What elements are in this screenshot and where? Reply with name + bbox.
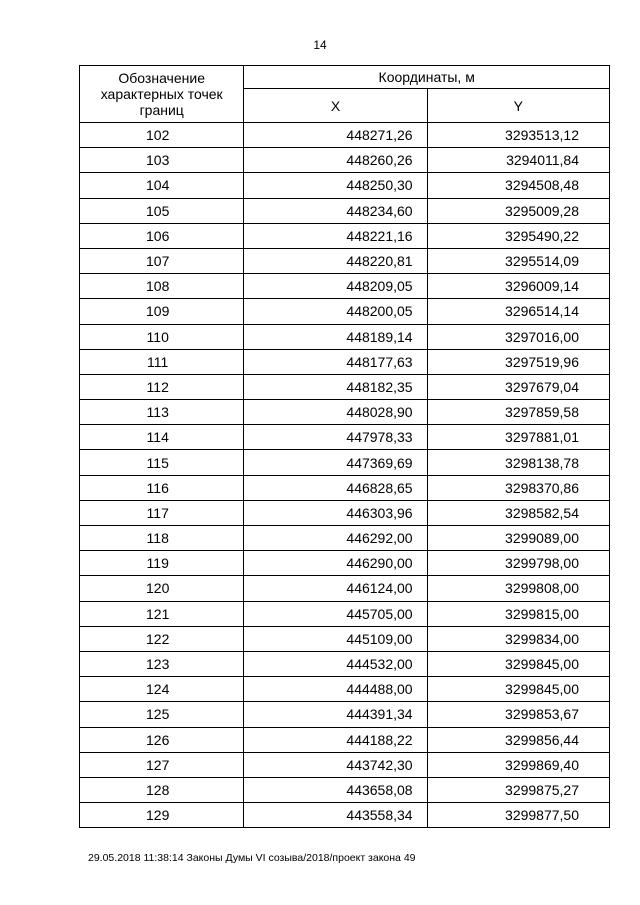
x-cell: 443558,34 [244,803,427,828]
x-cell: 448028,90 [244,400,427,425]
point-cell: 116 [80,475,244,500]
x-cell: 448271,26 [244,123,427,148]
table-row [80,727,610,752]
x-cell: 445109,00 [244,626,427,651]
x-cell: 446290,00 [244,551,427,576]
table-row [80,777,610,802]
x-cell: 448209,05 [244,274,427,299]
y-cell: 3297016,00 [427,324,609,349]
coordinates-table [79,65,610,828]
x-cell: 443658,08 [244,777,427,802]
point-cell: 127 [80,752,244,777]
table-row [80,324,610,349]
x-cell: 446828,65 [244,475,427,500]
table-row [80,677,610,702]
y-cell: 3299815,00 [427,601,609,626]
x-cell: 444391,34 [244,702,427,727]
x-cell: 443742,30 [244,752,427,777]
y-cell: 3294508,48 [427,173,609,198]
table-row [80,626,610,651]
point-cell: 115 [80,450,244,475]
table-row [80,400,610,425]
x-cell: 444532,00 [244,651,427,676]
point-cell: 117 [80,500,244,525]
y-cell: 3299853,67 [427,702,609,727]
x-cell: 447978,33 [244,425,427,450]
point-cell: 123 [80,651,244,676]
table-row [80,752,610,777]
point-cell: 110 [80,324,244,349]
x-cell: 448220,81 [244,248,427,273]
y-cell: 3297859,58 [427,400,609,425]
y-cell: 3293513,12 [427,123,609,148]
x-cell: 448221,16 [244,223,427,248]
point-cell: 103 [80,148,244,173]
x-cell: 446292,00 [244,526,427,551]
table-row [80,123,610,148]
point-cell: 129 [80,803,244,828]
point-cell: 118 [80,526,244,551]
point-cell: 102 [80,123,244,148]
x-cell: 444488,00 [244,677,427,702]
point-cell: 122 [80,626,244,651]
table-row [80,803,610,828]
header-y: Y [427,89,609,123]
x-cell: 448200,05 [244,299,427,324]
x-cell: 448177,63 [244,349,427,374]
point-cell: 108 [80,274,244,299]
point-cell: 119 [80,551,244,576]
y-cell: 3299808,00 [427,576,609,601]
x-cell: 448189,14 [244,324,427,349]
x-cell: 445705,00 [244,601,427,626]
point-cell: 126 [80,727,244,752]
y-cell: 3294011,84 [427,148,609,173]
y-cell: 3298138,78 [427,450,609,475]
table-row [80,299,610,324]
footer-stamp: 29.05.2018 11:38:14 Законы Думы VI созыва/2018/проект закона 49 [88,852,416,864]
y-cell: 3299089,00 [427,526,609,551]
point-cell: 106 [80,223,244,248]
y-cell: 3298582,54 [427,500,609,525]
table-row [80,198,610,223]
y-cell: 3295514,09 [427,248,609,273]
point-cell: 128 [80,777,244,802]
point-cell: 114 [80,425,244,450]
table-row [80,223,610,248]
y-cell: 3298370,86 [427,475,609,500]
y-cell: 3297679,04 [427,374,609,399]
table-row [80,450,610,475]
point-cell: 109 [80,299,244,324]
table-row [80,148,610,173]
y-cell: 3296009,14 [427,274,609,299]
x-cell: 448182,35 [244,374,427,399]
table-row [80,374,610,399]
y-cell: 3299856,44 [427,727,609,752]
point-cell: 125 [80,702,244,727]
x-cell: 447369,69 [244,450,427,475]
point-cell: 121 [80,601,244,626]
y-cell: 3295490,22 [427,223,609,248]
table-row [80,576,610,601]
point-cell: 105 [80,198,244,223]
y-cell: 3299869,40 [427,752,609,777]
point-cell: 113 [80,400,244,425]
x-cell: 444188,22 [244,727,427,752]
point-cell: 120 [80,576,244,601]
header-x: X [244,89,427,123]
table-row [80,248,610,273]
x-cell: 448250,30 [244,173,427,198]
table-row [80,651,610,676]
y-cell: 3299877,50 [427,803,609,828]
point-cell: 107 [80,248,244,273]
table-row [80,601,610,626]
table-row [80,274,610,299]
table-row [80,173,610,198]
y-cell: 3299845,00 [427,651,609,676]
header-coordinates: Координаты, м [244,66,610,89]
table-row [80,349,610,374]
y-cell: 3299875,27 [427,777,609,802]
y-cell: 3296514,14 [427,299,609,324]
table-header [80,66,610,123]
y-cell: 3299834,00 [427,626,609,651]
y-cell: 3295009,28 [427,198,609,223]
table-body [80,123,610,828]
page-number: 14 [313,38,327,52]
x-cell: 446124,00 [244,576,427,601]
y-cell: 3299798,00 [427,551,609,576]
table-row [80,702,610,727]
x-cell: 448234,60 [244,198,427,223]
point-cell: 112 [80,374,244,399]
table-row [80,475,610,500]
header-point-label: Обозначение характерных точек границ [80,66,244,123]
y-cell: 3297881,01 [427,425,609,450]
point-cell: 111 [80,349,244,374]
y-cell: 3297519,96 [427,349,609,374]
x-cell: 448260,26 [244,148,427,173]
y-cell: 3299845,00 [427,677,609,702]
table-row [80,500,610,525]
table-row [80,551,610,576]
point-cell: 124 [80,677,244,702]
x-cell: 446303,96 [244,500,427,525]
table-row [80,526,610,551]
point-cell: 104 [80,173,244,198]
table-row [80,425,610,450]
